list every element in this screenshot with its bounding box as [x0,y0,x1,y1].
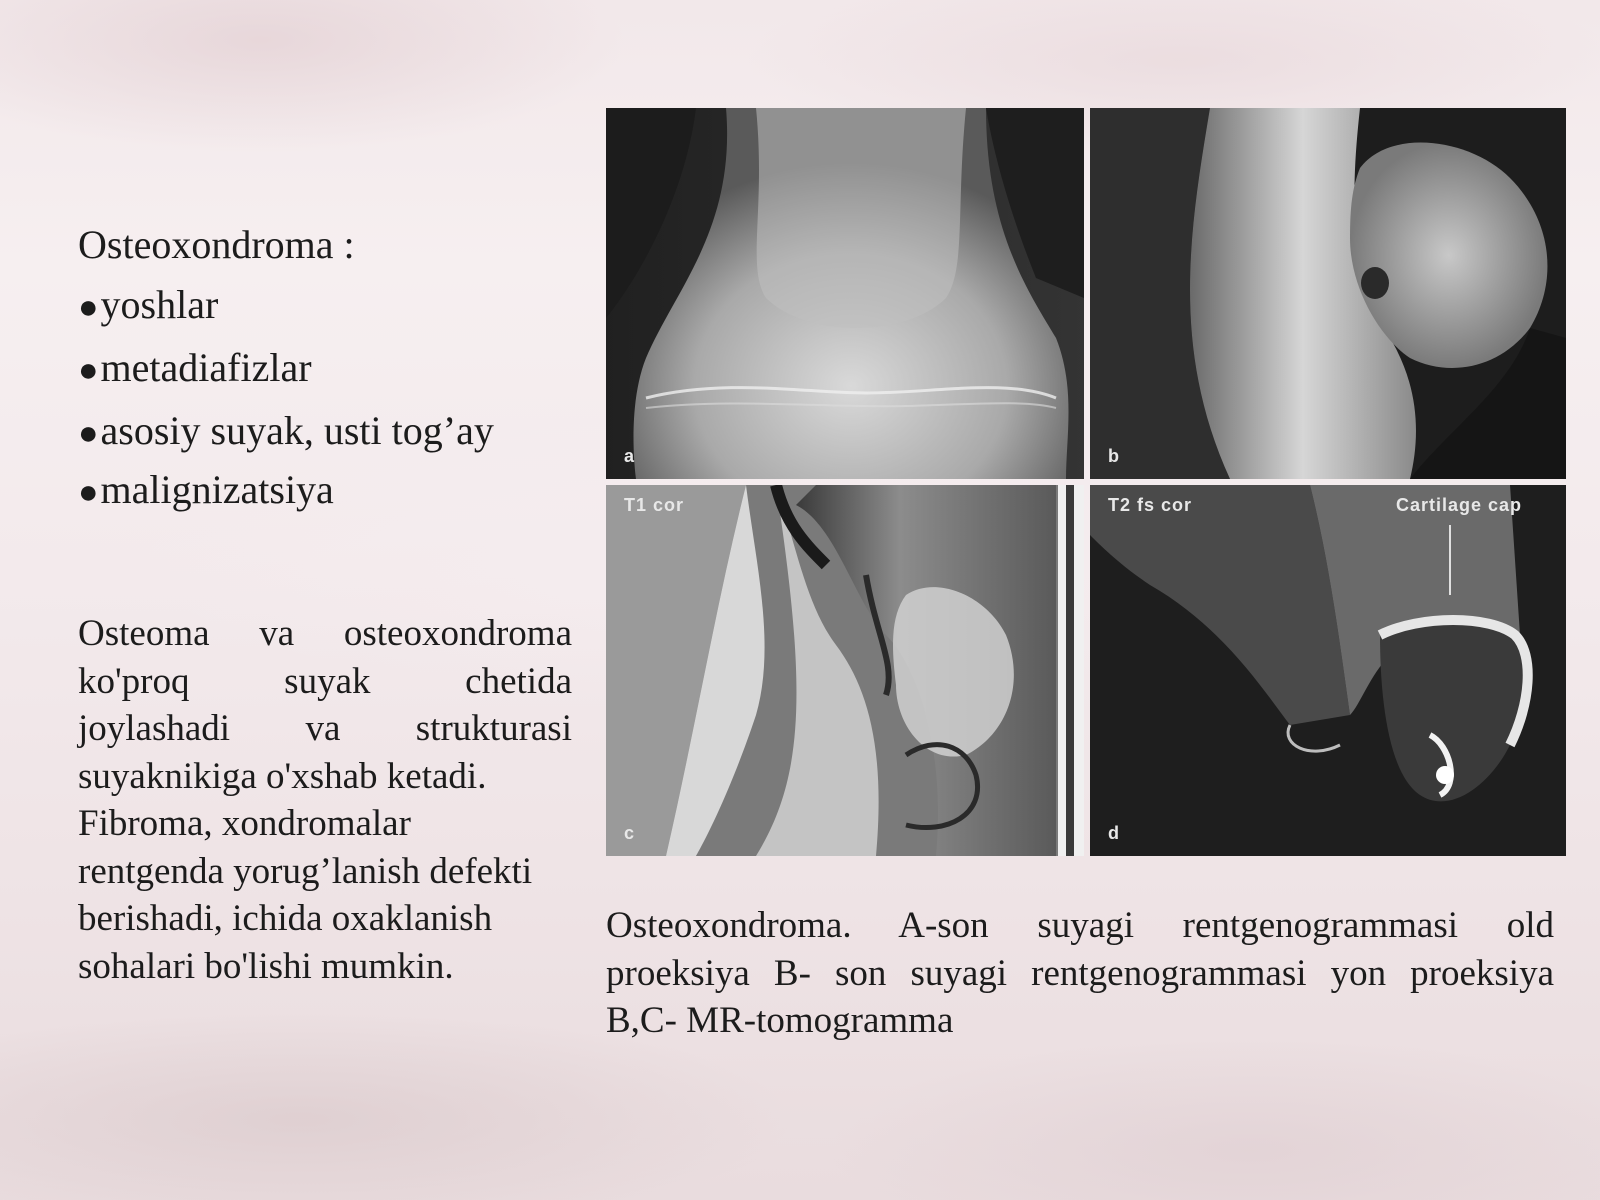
figure-grid [606,108,1566,856]
mri-panel-c [606,485,1084,856]
bullet-marker: ● [78,474,99,511]
paragraph-line: suyaknikiga o'xshab ketadi. [78,755,487,797]
panel-annotation-d: Cartilage cap [1395,495,1522,515]
panel-label-c: c [624,823,636,843]
paragraph-line: rentgenda yorug’lanish defekti [78,850,533,892]
bullet-item [78,401,572,464]
xray-panel-b [1090,108,1566,479]
figure-caption [606,902,1554,1045]
paragraph-line: joylashadi va strukturasi [78,708,572,749]
paragraph-line: Osteoma va osteoxondroma [78,613,572,654]
xray-image-a [606,108,1084,479]
bullet-marker: ● [78,289,99,326]
panel-label-a: a [624,446,636,466]
xray-image-b [1090,108,1566,479]
panel-label-d: d [1108,823,1120,843]
bullet-list [78,275,572,519]
panel-sequence-c: T1 cor [624,495,685,515]
bullet-item [78,464,572,519]
caption-line: proeksiya B- son suyagi rentgenogrammasi yon proeksiya [606,952,1554,994]
bullet-marker: ● [78,415,99,452]
paragraph-line: Fibroma, xondromalar [78,803,411,844]
paragraph-line: ko'proq suyak chetida [78,660,572,702]
paragraph-line: berishadi, ichida oxaklanish [78,898,493,939]
mri-panel-d [1090,485,1566,856]
xray-panel-a [606,108,1084,479]
paragraph-line: sohalari bo'lishi mumkin. [78,945,454,987]
mri-image-d [1090,485,1566,856]
caption-line: Osteoxondroma. A-son suyagi rentgenogrammasi old [606,905,1554,946]
bullet-text: asosiy suyak, usti tog’ay [100,408,494,453]
mri-image-c [606,485,1084,856]
bullet-item [78,338,572,401]
caption-line: B,C- MR-tomogramma [606,1000,954,1041]
bullet-marker: ● [78,352,99,389]
description-paragraph [78,610,572,990]
panel-sequence-d: T2 fs cor [1108,495,1193,515]
bullet-item [78,275,572,338]
section-title: Osteoxondroma : [78,222,355,267]
panel-label-b: b [1108,446,1120,466]
bullet-text: yoshlar [100,282,219,327]
bullet-text: malignizatsiya [100,467,334,512]
bullet-section [78,215,572,519]
bullet-text: metadiafizlar [100,345,312,390]
